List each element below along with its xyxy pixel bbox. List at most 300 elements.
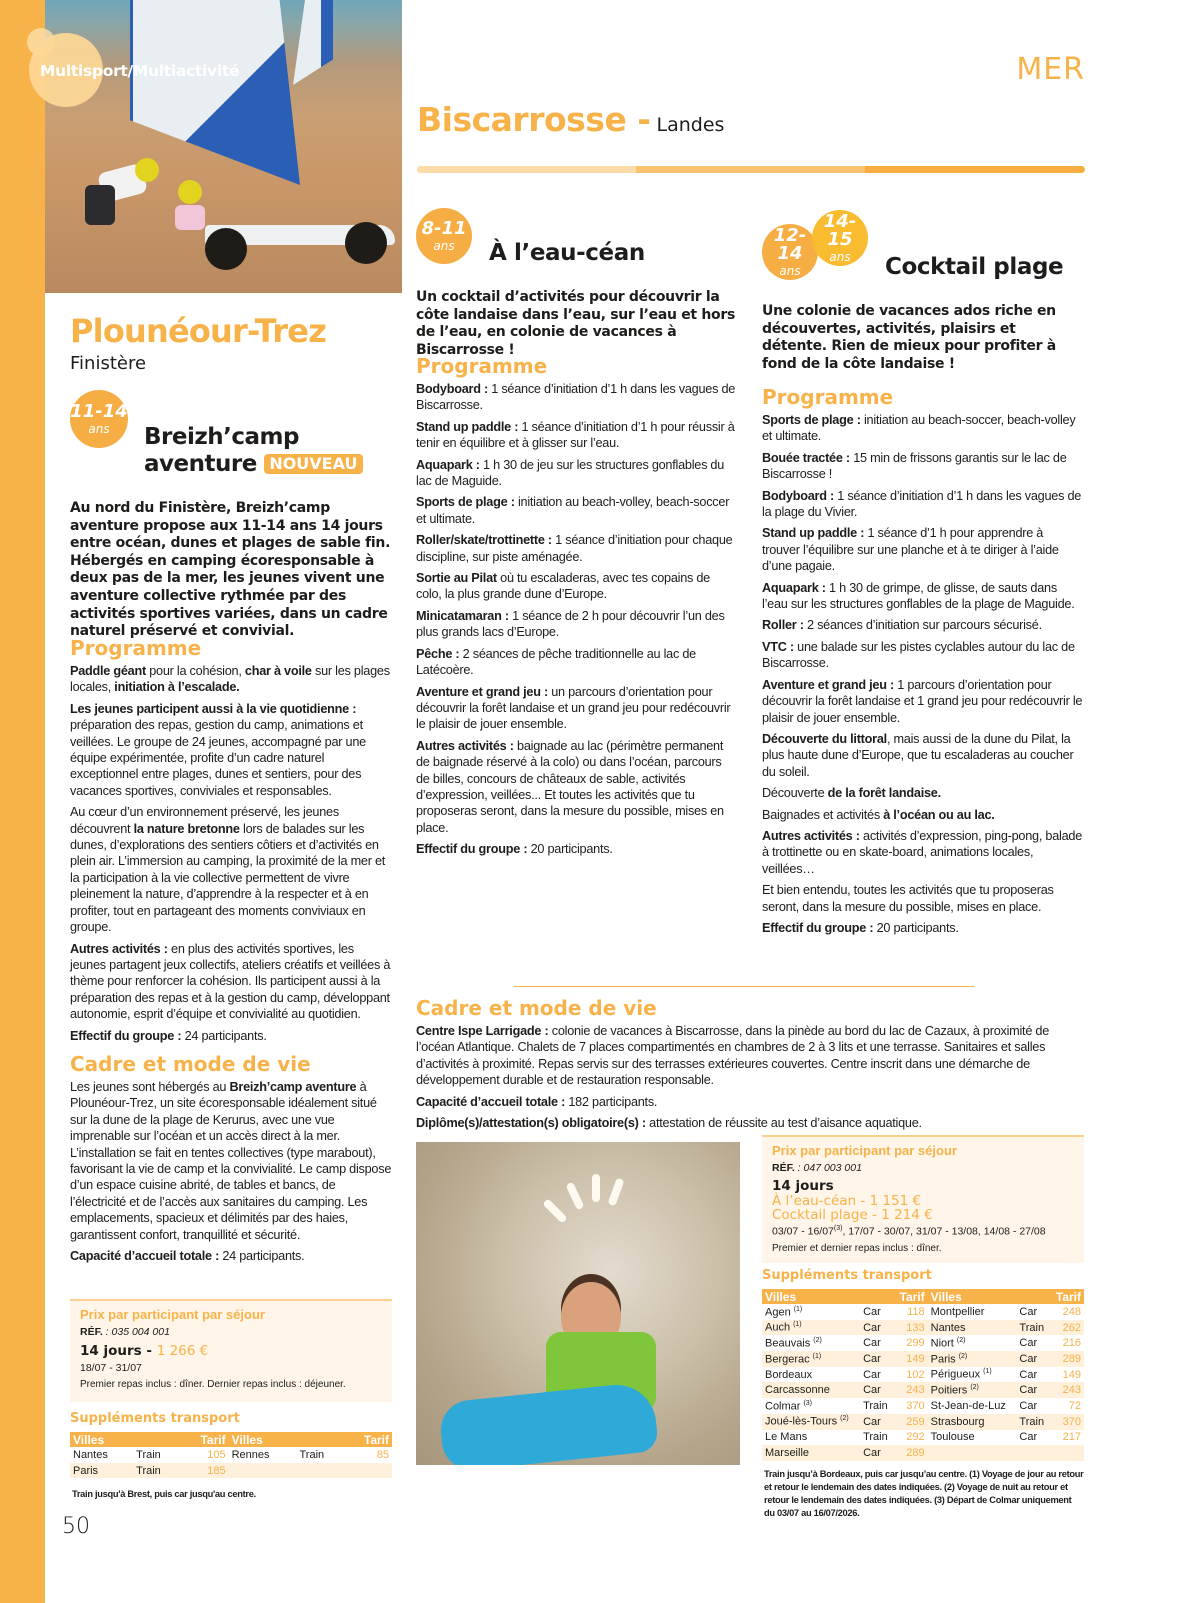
cell-city-text: Agen xyxy=(765,1306,791,1319)
programme-item xyxy=(762,525,1084,574)
age-range: 11-14 xyxy=(70,401,128,422)
table-row xyxy=(762,1320,1084,1336)
text: 20 participants. xyxy=(873,920,959,935)
bold-term: Aventure et grand jeu : xyxy=(416,684,548,699)
transport-table xyxy=(762,1289,1084,1461)
photo-figure xyxy=(85,185,115,225)
photo-bodyboard xyxy=(438,1381,659,1465)
price-amount: 1 266 € xyxy=(156,1343,209,1359)
transport-heading: Suppléments transport xyxy=(762,1268,932,1283)
text: où tu escaladeras, avec tes copains de colo, la plus grande dune d’Europe. xyxy=(416,571,710,602)
text: activités d’expression, ping-pong, balade à trottinette ou en skate-board, animations locales, veillées… xyxy=(762,828,1082,876)
bold-term: Capacité d’accueil totale : xyxy=(70,1249,220,1263)
cell-tarif xyxy=(181,1463,229,1479)
cell-city-text: Carcassonne xyxy=(765,1384,830,1397)
bold-term: Minicatamaran : xyxy=(416,608,509,623)
cell-mode xyxy=(133,1463,180,1479)
cell-city xyxy=(762,1382,860,1398)
biscarrosse-title: Biscarrosse - xyxy=(417,100,651,139)
cell-city xyxy=(928,1335,1017,1351)
cell-tarif-text: 118 xyxy=(907,1305,925,1318)
table-row xyxy=(762,1351,1084,1367)
cell-mode-text: Car xyxy=(863,1447,881,1460)
cell-mode xyxy=(133,1447,180,1463)
cell-mode xyxy=(860,1320,894,1336)
table-row xyxy=(762,1414,1084,1430)
cell-tarif xyxy=(344,1447,392,1463)
age-badge xyxy=(762,224,818,280)
age-range: 8-11 xyxy=(421,218,467,239)
cell-mode-text: Train xyxy=(136,1464,161,1477)
cell-tarif xyxy=(1050,1351,1084,1367)
col-header-tarif: Tarif xyxy=(344,1432,392,1447)
cell-city xyxy=(762,1398,860,1414)
text: 1 h 30 de grimpe, de glisse, de sauts dans l’eau sur les structures gonflables de la plage de Maguide. xyxy=(762,580,1075,612)
bold-term: Capacité d’accueil totale : xyxy=(416,1094,566,1109)
price-meals: Premier repas inclus : dîner. Dernier repas inclus : déjeuner. xyxy=(80,1379,346,1390)
cell-city xyxy=(229,1447,297,1463)
plouneour-programme xyxy=(70,636,392,1269)
footnote-ref: (2) xyxy=(840,1415,849,1423)
cell-mode-text: Car xyxy=(1019,1368,1038,1381)
text: 24 participants. xyxy=(181,1028,267,1043)
cell-mode xyxy=(860,1430,894,1446)
footnote-ref: (1) xyxy=(793,1321,802,1329)
cell-city-text: Nantes xyxy=(73,1448,108,1461)
ref-label: RÉF. xyxy=(80,1326,103,1338)
bold-term: Breizh’camp aventure xyxy=(229,1079,357,1094)
text: Au cœur d’un environnement préservé, les jeunes découvrent xyxy=(70,805,339,836)
programme-paragraph xyxy=(70,941,392,1023)
cell-city-text: Rennes xyxy=(231,1448,270,1461)
footnote-ref: (1) xyxy=(983,1368,992,1376)
bold-term: Bodyboard : xyxy=(762,488,834,503)
cell-mode xyxy=(1016,1304,1050,1320)
photo-wheel xyxy=(205,228,247,270)
cell-tarif xyxy=(1050,1382,1084,1398)
cell-tarif-text: 85 xyxy=(376,1448,389,1461)
cell-city xyxy=(928,1382,1017,1398)
plouneour-title: Plounéour-Trez xyxy=(70,312,327,350)
cell-tarif xyxy=(894,1382,928,1398)
transport-heading: Suppléments transport xyxy=(70,1411,240,1426)
cadre-paragraph xyxy=(416,1023,1084,1089)
col-header-city: Villes xyxy=(762,1289,860,1304)
programme-item xyxy=(416,570,736,603)
section-label: MER xyxy=(1016,52,1085,87)
bold-term: de la forêt landaise. xyxy=(827,786,941,801)
cell-city-text: Joué-lès-Tours xyxy=(765,1415,838,1428)
cell-city xyxy=(928,1398,1017,1414)
cell-mode-text: Car xyxy=(1019,1431,1038,1444)
cell-mode-text: Car xyxy=(863,1352,881,1365)
cell-tarif xyxy=(1050,1445,1084,1461)
cell-tarif-text: 72 xyxy=(1068,1399,1081,1412)
text: 2 séances d’initiation sur parcours sécurisé. xyxy=(803,618,1042,633)
cell-tarif-text: 149 xyxy=(906,1352,925,1365)
cell-mode-text: Car xyxy=(863,1305,881,1318)
price-heading: Prix par participant par séjour xyxy=(80,1307,265,1322)
cell-city-text: Bergerac xyxy=(765,1353,810,1366)
cell-mode-text: Car xyxy=(1019,1352,1038,1365)
bold-term: Les jeunes participent aussi à la vie quotidienne : xyxy=(70,701,357,716)
cell-tarif xyxy=(1050,1430,1084,1446)
photo-figure xyxy=(175,205,205,230)
programme-item xyxy=(762,412,1084,445)
cell-tarif xyxy=(894,1304,928,1320)
table-row xyxy=(762,1367,1084,1383)
cell-city xyxy=(762,1430,860,1446)
cell-tarif xyxy=(1050,1335,1084,1351)
eaucean-intro: Un cocktail d’activités pour découvrir la côte landaise dans l’eau, sur l’eau et hors de l’eau, en colonie de vacances à Biscarrosse ! xyxy=(416,289,735,358)
cell-mode-text: Car xyxy=(1019,1305,1038,1318)
programme-item xyxy=(416,684,736,733)
programme-item xyxy=(762,882,1084,915)
section-divider xyxy=(514,986,974,987)
price-reference xyxy=(772,1162,1074,1174)
text: initiation au beach-volley, beach-soccer et ultimate. xyxy=(416,495,730,526)
cell-city xyxy=(762,1335,860,1351)
cell-mode xyxy=(1016,1335,1050,1351)
cell-tarif xyxy=(894,1367,928,1383)
cell-mode xyxy=(1016,1382,1050,1398)
programme-item xyxy=(762,785,1084,801)
cell-mode xyxy=(1016,1398,1050,1414)
cell-city xyxy=(70,1447,133,1463)
footnote-ref: (1) xyxy=(793,1305,803,1313)
programme-paragraph xyxy=(70,1028,392,1044)
programme-heading: Programme xyxy=(70,636,202,660)
cell-city-text: Beauvais xyxy=(765,1337,811,1350)
bold-term: Stand up paddle : xyxy=(762,526,865,541)
plouneour-price-box xyxy=(70,1299,392,1402)
table-row xyxy=(762,1304,1084,1320)
footnote-ref: (1) xyxy=(812,1352,822,1360)
cell-mode-text: Car xyxy=(863,1337,881,1350)
cell-mode xyxy=(860,1351,894,1367)
camp-title-line2: aventure xyxy=(144,451,257,477)
cell-city-text: Paris xyxy=(73,1464,99,1477)
price-reference xyxy=(80,1326,382,1338)
cadre-paragraph xyxy=(70,1248,392,1264)
cell-city-text: Colmar xyxy=(765,1400,801,1413)
text: 20 participants. xyxy=(527,842,613,857)
cell-mode-text: Train xyxy=(299,1448,325,1461)
text: 1 séance de 2 h pour découvrir l’un des plus grands lacs d’Europe. xyxy=(416,608,725,640)
plouneour-subtitle: Finistère xyxy=(70,353,147,374)
cell-city xyxy=(762,1320,860,1336)
bold-term: Bouée tractée : xyxy=(762,450,850,465)
price-duration xyxy=(80,1343,382,1359)
text: Et bien entendu, toutes les activités que tu proposeras seront, dans la mesure du possible, mises en place. xyxy=(762,883,1054,914)
text: 1 séance d’initiation d’1 h dans les vagues de la plage du Vivier. xyxy=(762,488,1082,520)
cell-tarif-text: 289 xyxy=(906,1447,925,1460)
progress-segment xyxy=(636,166,865,173)
photo-helmet xyxy=(135,158,159,182)
cell-mode-text: Car xyxy=(863,1384,881,1397)
programme-item xyxy=(762,920,1084,936)
cell-city-text: Paris xyxy=(930,1353,956,1366)
cell-city-text: Le Mans xyxy=(765,1431,808,1444)
programme-item xyxy=(762,488,1084,521)
bold-term: Autres activités : xyxy=(70,941,168,956)
text: initiation au beach-soccer, beach-volley et ultimate. xyxy=(762,413,1076,444)
cell-mode xyxy=(1016,1414,1050,1430)
cell-mode xyxy=(296,1463,343,1479)
programme-item xyxy=(416,457,736,490)
programme-item xyxy=(416,494,736,527)
cell-mode xyxy=(1016,1351,1050,1367)
cell-tarif-text: 185 xyxy=(207,1464,226,1477)
table-row xyxy=(762,1430,1084,1446)
bold-term: Autres activités : xyxy=(762,828,860,843)
cell-mode-text: Train xyxy=(1019,1415,1045,1428)
cell-tarif-text: 292 xyxy=(906,1431,925,1444)
cell-tarif-text: 105 xyxy=(207,1448,226,1461)
text: Découverte xyxy=(762,786,828,801)
transport-note: Train jusqu’à Bordeaux, puis car jusqu’au centre. (1) Voyage de jour au retour et retour le lendemain des dates indiquées. (2) Voyage de nuit au retour et retour le lendemain des dates indiquées. (3) Départ de Colmar uniquement du 03/07 au 16/07/2026. xyxy=(764,1469,1084,1518)
bold-term: Diplôme(s)/attestation(s) obligatoire(s) : xyxy=(416,1116,646,1131)
cell-tarif-text: 149 xyxy=(1062,1368,1081,1381)
cell-mode-text: Train xyxy=(1019,1321,1045,1334)
camp-title xyxy=(144,424,363,478)
age-badge xyxy=(812,210,868,266)
cell-city-text: Bordeaux xyxy=(765,1368,813,1381)
cell-tarif xyxy=(1050,1367,1084,1383)
ref-label: RÉF. xyxy=(772,1162,795,1174)
text: 1 séance d’initiation d’1 h pour réussir à tenir en équilibre et à glisser sur l’eau. xyxy=(416,419,735,451)
cell-mode-text: Car xyxy=(1019,1337,1038,1350)
date-range: 03/07 - 16/07 xyxy=(772,1225,834,1238)
plouneour-intro: Au nord du Finistère, Breizh’camp aventure propose aux 11-14 ans 14 jours entre océan, dunes et plages de sable fin. Hébergés en camping écoresponsable à deux pas de la mer, les jeunes vivent une aventure collective rythmée par des activités sportives variées, dans un cadre naturel préservé et convivial. xyxy=(70,500,391,640)
bold-term: char à voile xyxy=(244,664,312,678)
cell-tarif xyxy=(181,1447,229,1463)
sparkle-decoration xyxy=(592,1174,600,1202)
programme-item xyxy=(416,738,736,836)
cell-tarif-text: 370 xyxy=(1062,1415,1081,1428)
cell-tarif-text: 259 xyxy=(906,1415,925,1428)
footnote-ref: (2) xyxy=(813,1336,822,1344)
sand-yacht-photo xyxy=(45,0,402,293)
programme-paragraph xyxy=(70,804,392,935)
text: lors de balades sur les dunes, d’explorations des sentiers côtiers et d’activités en plein air. L’immersion au camping, la proximité de la mer et la participation à la vie collective permettent de vivre pleinement la nature, d’apprendre à la respecter et à en profiter, tout en partageant des moments conviviaux en groupe. xyxy=(70,821,386,935)
bold-term: Bodyboard : xyxy=(416,382,488,396)
cell-mode-text: Train xyxy=(136,1448,161,1461)
date-range: , 17/07 - 30/07, 31/07 - 13/08, 14/08 - 27/08 xyxy=(842,1225,1046,1238)
cell-mode xyxy=(860,1367,894,1383)
bold-term: Sports de plage : xyxy=(416,495,515,510)
price-dates xyxy=(772,1225,1074,1238)
bold-term: la nature bretonne xyxy=(133,821,240,836)
transport-table xyxy=(70,1432,392,1478)
sparkle-decoration xyxy=(542,1198,567,1223)
cell-tarif-text: 248 xyxy=(1062,1305,1081,1318)
cell-city-text: Niort xyxy=(930,1337,954,1350)
sparkle-decoration xyxy=(565,1182,584,1211)
camp-title-line1: Breizh’camp xyxy=(144,424,299,450)
programme-item xyxy=(416,532,736,565)
bold-term: Stand up paddle : xyxy=(416,419,519,434)
age-progress-bar xyxy=(417,166,1085,173)
cell-tarif-text: 299 xyxy=(906,1337,925,1350)
programme-item xyxy=(416,608,736,641)
cell-city xyxy=(928,1414,1017,1430)
cell-tarif-text: 243 xyxy=(906,1384,925,1397)
col-header-tarif: Tarif xyxy=(181,1432,229,1447)
text: sur les plages locales, xyxy=(70,664,390,695)
age-unit: ans xyxy=(779,264,801,278)
bodyboard-photo xyxy=(416,1142,740,1465)
sidebar-accent-strip xyxy=(0,0,45,1603)
photo-sail-background xyxy=(293,0,333,85)
price-duration: 14 jours xyxy=(772,1178,834,1194)
cell-mode xyxy=(860,1382,894,1398)
price-meals: Premier et dernier repas inclus : dîner. xyxy=(772,1242,942,1254)
cell-tarif-text: 217 xyxy=(1062,1431,1081,1444)
cell-mode xyxy=(1016,1320,1050,1336)
cell-tarif xyxy=(1050,1414,1084,1430)
text: baignade au lac (périmètre permanent de baignade réservé à la colo) ou dans l’océan, parcours de billes, concours de châteaux de sable, activités d’expression, veillées... Et toutes les activités que tu proposeras seront, dans la mesure du possible, mises en place. xyxy=(416,738,724,835)
cell-mode-text: Car xyxy=(1019,1399,1038,1412)
table-row xyxy=(762,1335,1084,1351)
cell-tarif xyxy=(894,1414,928,1430)
text: Les jeunes sont hébergés au xyxy=(70,1079,230,1094)
cell-city-text: Montpellier xyxy=(930,1305,985,1318)
cell-mode-text: Car xyxy=(863,1321,881,1334)
programme-item xyxy=(416,381,736,414)
age-badge xyxy=(416,208,472,264)
table-row xyxy=(762,1445,1084,1461)
text: 15 min de frissons garantis sur le lac de Biscarrosse ! xyxy=(762,450,1067,482)
page-number: 50 xyxy=(62,1514,90,1539)
cell-tarif xyxy=(894,1430,928,1446)
cell-mode xyxy=(1016,1367,1050,1383)
bold-term: Aquapark : xyxy=(416,457,480,472)
cell-city xyxy=(928,1430,1017,1446)
bold-term: Autres activités : xyxy=(416,738,514,753)
text: 1 séance d’1 h pour apprendre à trouver l’équilibre sur une planche et à te diriger à l’aide d’une pagaie. xyxy=(762,526,1059,574)
table-row xyxy=(70,1463,392,1479)
cell-city xyxy=(928,1320,1017,1336)
cell-city-text: Nantes xyxy=(930,1321,966,1334)
programme-item xyxy=(762,617,1084,633)
new-badge: NOUVEAU xyxy=(264,454,362,474)
col-header-tarif: Tarif xyxy=(1050,1289,1084,1304)
cell-city xyxy=(928,1367,1017,1383)
cell-tarif xyxy=(1050,1320,1084,1336)
cell-mode xyxy=(1016,1445,1050,1461)
text: en plus des activités sportives, les jeunes partagent jeux collectifs, ateliers créatifs et veillées à thème pour renforcer la cohésion. Ils participent aussi à la préparation des repas et à la gestion du camp, développant autonomie, esprit d’équipe et convivialité au quotidien. xyxy=(70,941,391,1022)
cell-mode xyxy=(1016,1430,1050,1446)
bold-term: Effectif du groupe : xyxy=(762,920,874,935)
cocktail-programme xyxy=(762,385,1084,941)
text: 2 séances de pêche traditionnelle au lac de Latécoère. xyxy=(416,646,696,678)
cell-mode xyxy=(860,1398,894,1414)
text: 24 participants. xyxy=(219,1249,305,1263)
cell-tarif xyxy=(894,1320,928,1336)
price-eaucean: À l’eau-céan - 1 151 € xyxy=(772,1193,922,1209)
bold-term: initiation à l’escalade. xyxy=(114,680,240,695)
photo-sail xyxy=(130,0,300,185)
cell-mode-text: Car xyxy=(1019,1384,1038,1397)
programme-item xyxy=(762,639,1084,672)
cell-tarif-text: 262 xyxy=(1062,1321,1081,1334)
programme-paragraph xyxy=(70,663,392,696)
bold-term: Pêche : xyxy=(416,646,460,661)
cell-mode xyxy=(860,1335,894,1351)
bold-term: Roller/skate/trottinette : xyxy=(416,533,552,548)
cell-tarif-text: 289 xyxy=(1062,1352,1081,1365)
footnote-ref: (2) xyxy=(956,1336,966,1344)
text: 182 participants. xyxy=(565,1094,658,1109)
bold-term: Paddle géant xyxy=(70,664,146,678)
text: , mais aussi de la dune du Pilat, la plus haute dune d’Europe, que tu escaladeras au coucher du soleil. xyxy=(762,731,1074,779)
bold-term: Effectif du groupe : xyxy=(416,842,528,857)
text: à Plounéour-Trez, un site écoresponsable idéalement situé sur la dune de la plage de Kerurus, avec une vue imprenable sur l’océan et un accès direct à la mer. L’installation se fait en tentes collectives (type marabout), favorisant la vie de camp et la convivialité. Le camp dispose d’un espace cuisine abrité, de tables et bancs, de l’électricité et de l’accès aux sanitaires du camping. Les emplacements, spacieux et délimités par des haies, garantissent confort, tranquillité et sécurité. xyxy=(70,1079,392,1242)
price-dates: 18/07 - 31/07 xyxy=(80,1362,142,1374)
cell-tarif-text: 216 xyxy=(1062,1337,1081,1350)
cell-city xyxy=(928,1304,1017,1320)
programme-item xyxy=(416,646,736,679)
text: une balade sur les pistes cyclables autour du lac de Biscarrosse. xyxy=(762,639,1075,671)
text: attestation de réussite au test d’aisance aquatique. xyxy=(645,1116,922,1131)
photo-helmet xyxy=(178,180,202,204)
cell-city xyxy=(928,1351,1017,1367)
programme-heading: Programme xyxy=(762,385,894,409)
age-range: 14-15 xyxy=(823,211,857,250)
age-range: 12-14 xyxy=(773,225,807,264)
cell-mode-text: Car xyxy=(863,1415,881,1428)
category-label: Multisport/Multiactivité xyxy=(40,62,240,80)
eaucean-title: À l’eau-céan xyxy=(489,240,645,266)
text: Baignades et activités xyxy=(762,807,884,822)
programme-item xyxy=(762,580,1084,613)
age-unit: ans xyxy=(433,239,455,253)
cell-city xyxy=(229,1463,297,1479)
bold-term: Effectif du groupe : xyxy=(70,1028,182,1043)
footnote-ref: (2) xyxy=(958,1352,968,1360)
col-header-city: Villes xyxy=(928,1289,1017,1304)
text: 1 séance d’initiation pour chaque discipline, sur piste aménagée. xyxy=(416,533,733,564)
photo-wheel xyxy=(345,222,387,264)
cell-city-text: Toulouse xyxy=(930,1431,975,1444)
duration: 14 jours - xyxy=(80,1343,157,1359)
cell-tarif xyxy=(894,1398,928,1414)
text: 1 parcours d’orientation pour découvrir la forêt landaise et 1 grand jeu pour redécouvrir le plaisir de jouer ensemble. xyxy=(762,677,1083,725)
cell-city xyxy=(762,1304,860,1320)
cadre-heading: Cadre et mode de vie xyxy=(416,996,657,1020)
cell-city-text: St-Jean-de-Luz xyxy=(930,1399,1006,1412)
text: 1 h 30 de jeu sur les structures gonflables du lac de Maguide. xyxy=(416,457,725,489)
col-header-city: Villes xyxy=(229,1432,297,1447)
biscarrosse-price-box xyxy=(762,1135,1084,1263)
age-badge xyxy=(70,390,128,448)
text: 1 séance d’initiation d’1 h dans les vagues de Biscarrosse. xyxy=(416,382,736,413)
cell-mode xyxy=(860,1414,894,1430)
bold-term: Sortie au Pilat xyxy=(416,571,497,586)
cell-mode xyxy=(296,1447,343,1463)
bold-term: Sports de plage : xyxy=(762,413,861,427)
text: pour la cohésion, xyxy=(145,664,245,678)
bold-term: à l’océan ou au lac. xyxy=(883,807,995,822)
cocktail-title: Cocktail plage xyxy=(885,254,1064,280)
progress-segment xyxy=(417,166,636,173)
cell-tarif-text: 102 xyxy=(906,1368,925,1381)
text: un parcours d’orientation pour découvrir la forêt landaise et un grand jeu pour redécouvrir le plaisir de jouer ensemble. xyxy=(416,684,731,732)
sparkle-decoration xyxy=(607,1177,624,1206)
cell-city-text: Strasbourg xyxy=(930,1415,985,1428)
footnote-ref: (3) xyxy=(833,1225,843,1232)
